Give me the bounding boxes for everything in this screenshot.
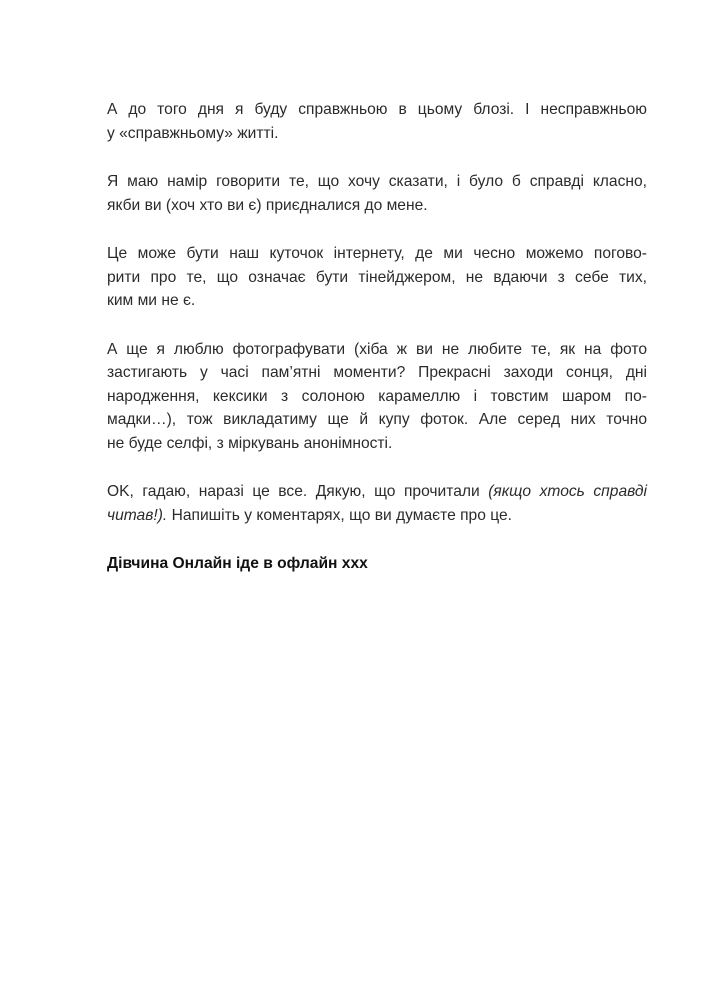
text-line: застигають у часі пам’ятні моменти? Прекрасні заходи сонця, дні [107,364,647,381]
text-line: у «справжньому» житті. [107,124,279,142]
text-line: народження, кексики з солоною карамеллю і товстим шаром по- [107,387,647,405]
signature: Дівчина Онлайн іде в офлайн ххх [107,555,368,572]
text-line [107,480,647,504]
paragraph-3 [107,242,647,313]
text-line: ким ми не є. [107,292,196,309]
paragraph-2 [107,170,647,217]
paragraph-5 [107,480,647,527]
text-italic: читав!). [107,506,168,524]
text-plain: OK, гадаю, наразі це все. Дякую, що прочитали [107,483,489,500]
text-italic: (якщо хтось справді [488,483,647,500]
text-line: не буде селфі, з міркувань анонімності. [107,434,393,452]
paragraph-4 [107,338,647,456]
text-line: рити про те, що означає бути тінейджером, не вдаючи з себе тих, [107,268,647,286]
text-line: Це може бути наш куточок інтернету, де ми чесно можемо погово- [107,245,647,262]
text-line: мадки…), тож викладатиму ще й купу фоток. Але серед них точно [107,411,647,428]
paragraph-1 [107,98,647,145]
text-line: А ще я люблю фотографувати (хіба ж ви не любите те, як на фото [107,340,647,358]
text-line: Я маю намір говорити те, що хочу сказати, і було б справді класно, [107,173,647,190]
text-line: А до того дня я буду справжньою в цьому блозі. І несправжньою [107,101,647,118]
text-line: якби ви (хоч хто ви є) приєдналися до мене. [107,196,428,214]
document-page [107,98,647,575]
text-line [107,504,647,528]
text-plain: Напишіть у коментарях, що ви думаєте про це. [167,506,512,524]
